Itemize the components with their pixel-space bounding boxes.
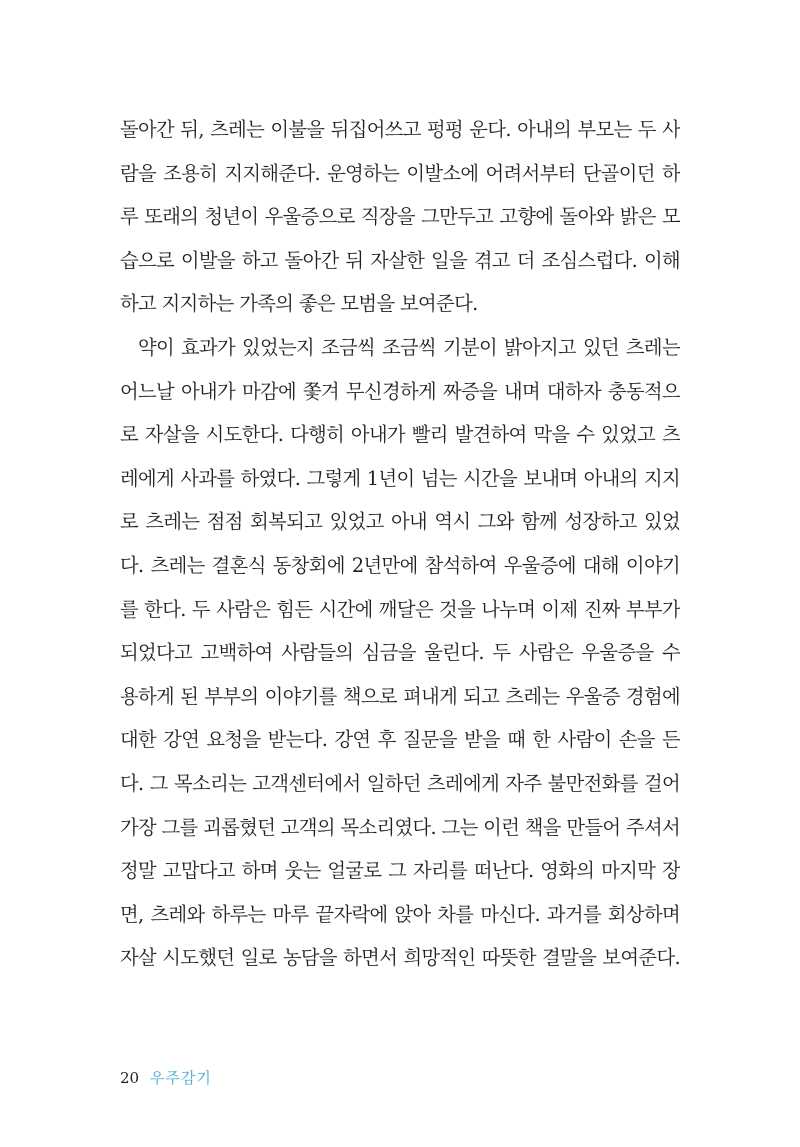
text-line: 되었다고 고백하여 사람들의 심금을 울린다. 두 사람은 우울증을 수: [120, 641, 680, 665]
text-line: 습으로 이발을 하고 돌아간 뒤 자살한 일을 겪고 더 조심스럽다. 이해: [120, 248, 680, 272]
text-line: 약이 효과가 있었는지 조금씩 조금씩 기분이 밝아지고 있던 츠레는: [138, 335, 680, 359]
text-line: 레에게 사과를 하였다. 그렇게 1년이 넘는 시간을 보내며 아내의 지지: [120, 466, 680, 490]
page-footer: [120, 1068, 212, 1088]
book-title: 우주감기: [149, 1069, 212, 1087]
text-line: 대한 강연 요청을 받는다. 강연 후 질문을 받을 때 한 사람이 손을 든: [120, 728, 680, 752]
text-line: 용하게 된 부부의 이야기를 책으로 펴내게 되고 츠레는 우울증 경험에: [120, 684, 680, 708]
text-line: 자살 시도했던 일로 농담을 하면서 희망적인 따뜻한 결말을 보여준다.: [120, 946, 680, 970]
page-number: 20: [120, 1069, 140, 1087]
text-line: 다. 그 목소리는 고객센터에서 일하던 츠레에게 자주 불만전화를 걸어: [120, 771, 680, 795]
text-line: 하고 지지하는 가족의 좋은 모범을 보여준다.: [120, 292, 478, 316]
text-line: 정말 고맙다고 하며 웃는 얼굴로 그 자리를 떠난다. 영화의 마지막 장: [120, 859, 680, 883]
text-line: 돌아간 뒤, 츠레는 이불을 뒤집어쓰고 펑펑 운다. 아내의 부모는 두 사: [120, 118, 680, 141]
text-line: 다. 츠레는 결혼식 동창회에 2년만에 참석하여 우울증에 대해 이야기: [120, 553, 680, 577]
text-line: 면, 츠레와 하루는 마루 끝자락에 앉아 차를 마신다. 과거를 회상하며: [120, 902, 680, 926]
text-line: 루 또래의 청년이 우울증으로 직장을 그만두고 고향에 돌아와 밝은 모: [120, 205, 680, 229]
text-line: 람을 조용히 지지해준다. 운영하는 이발소에 어려서부터 단골이던 하: [120, 161, 680, 185]
text-line: 어느날 아내가 마감에 쫓겨 무신경하게 짜증을 내며 대하자 충동적으: [120, 379, 680, 403]
body-text: [120, 108, 680, 980]
text-line: 로 자살을 시도한다. 다행히 아내가 빨리 발견하여 막을 수 있었고 츠: [120, 423, 680, 447]
text-line: 를 한다. 두 사람은 힘든 시간에 깨달은 것을 나누며 이제 진짜 부부가: [120, 597, 680, 621]
text-line: 가장 그를 괴롭혔던 고객의 목소리였다. 그는 이런 책을 만들어 주셔서: [120, 815, 680, 839]
text-line: 로 츠레는 점점 회복되고 있었고 아내 역시 그와 함께 성장하고 있었: [120, 510, 680, 534]
